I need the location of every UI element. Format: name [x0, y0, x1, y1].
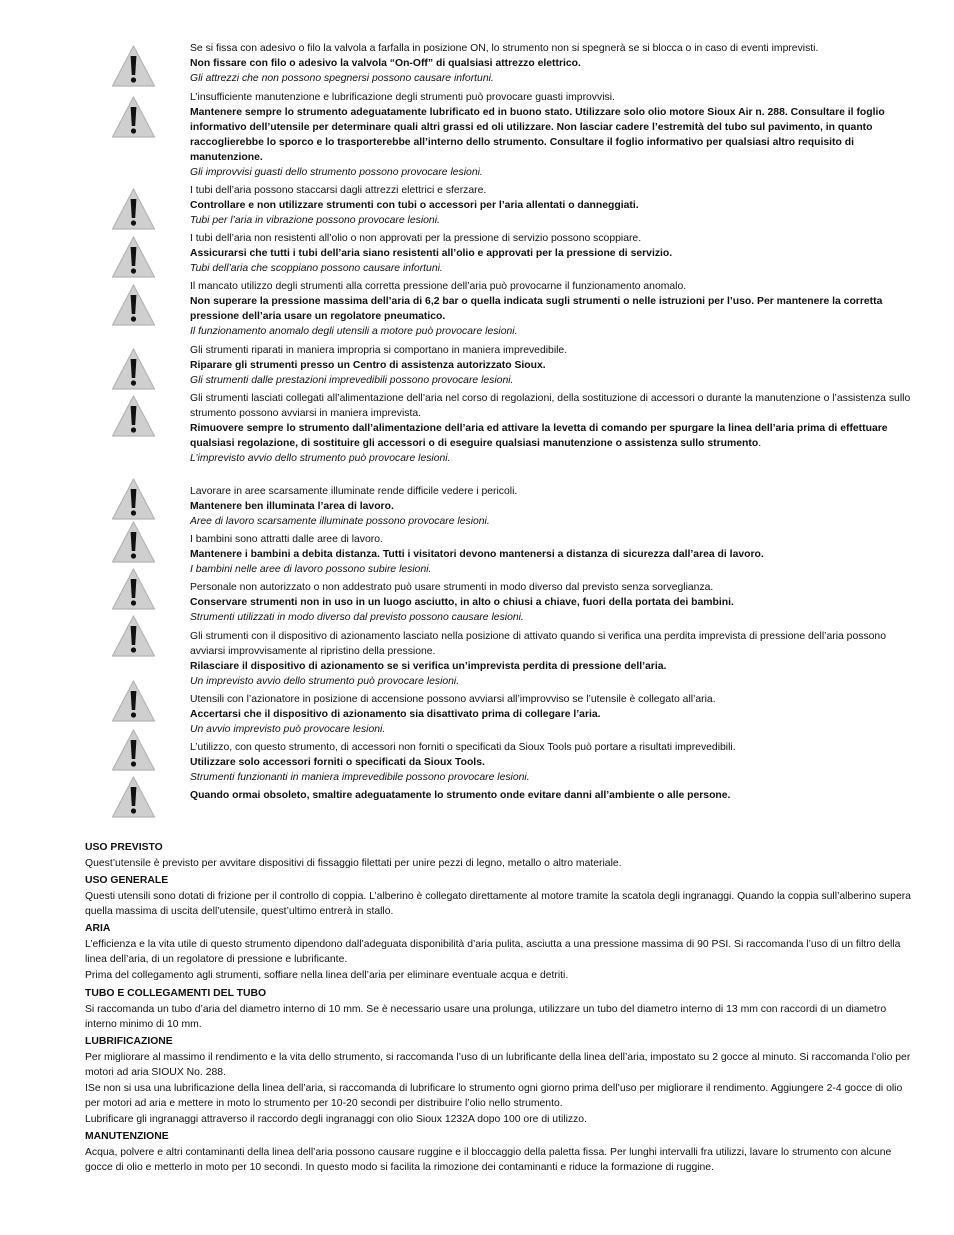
- warning-instruction: Accertarsi che il dispositivo di azionamento sia disattivato prima di collegare l’aria.: [190, 709, 601, 720]
- warning-consequence: Gli attrezzi che non possono spegnersi possono causare infortuni.: [190, 73, 494, 84]
- warning-icon: [110, 235, 157, 279]
- section-heading: TUBO E COLLEGAMENTI DEL TUBO: [85, 987, 267, 999]
- warning-text: [190, 629, 912, 689]
- section-lubrificazione: [85, 1033, 911, 1127]
- warning-icon: [110, 567, 157, 611]
- warning-text: [190, 231, 912, 276]
- warning-info: Se si fissa con adesivo o filo la valvola a farfalla in posizione ON, lo strumento non si spegnerà se si blocca o in caso di eventi imprevisti.: [190, 43, 819, 54]
- warning-icon: [110, 614, 157, 658]
- warning-text: [190, 532, 912, 577]
- warning-instruction: Quando ormai obsoleto, smaltire adeguatamente lo strumento onde evitare danni all’ambiente o alle persone.: [190, 790, 731, 801]
- section-uso-previsto: [85, 839, 911, 871]
- section-heading: LUBRIFICAZIONE: [85, 1035, 173, 1047]
- section-paragraph: Prima del collegamento agli strumenti, soffiare nella linea dell’aria per eliminare eventuale acqua e detriti.: [85, 970, 569, 982]
- warning-instruction: Controllare e non utilizzare strumenti con tubi o accessori per l’aria allentati o danneggiati.: [190, 200, 639, 211]
- warning-icon: [110, 728, 157, 772]
- warning-instruction-wrap: [190, 421, 912, 451]
- warning-info: Gli strumenti lasciati collegati all’alimentazione dell’aria nel corso di regolazioni, della sostituzione di accessori o durante la manutenzione o l’assistenza sullo strumento possono avviarsi in maniera imprevista.: [190, 393, 911, 419]
- warning-consequence: L’imprevisto avvio dello strumento può provocare lesioni.: [190, 453, 451, 464]
- warning-instruction: Rilasciare il dispositivo di azionamento se si verifica un’imprevista perdita di pressione dell’aria.: [190, 661, 667, 672]
- warning-info: Il mancato utilizzo degli strumenti alla corretta pressione dell’aria può provocarne il funzionamento anomalo.: [190, 281, 687, 292]
- warning-text: [190, 788, 912, 803]
- warning-text: [190, 580, 912, 625]
- warning-icon: [110, 187, 157, 231]
- section-uso-generale: [85, 872, 911, 919]
- warning-instruction: Mantenere ben illuminata l’area di lavoro.: [190, 501, 394, 512]
- warning-instruction: Non fissare con filo o adesivo la valvola “On-Off” di qualsiasi attrezzo elettrico.: [190, 58, 581, 69]
- warning-icon: [110, 775, 157, 819]
- warning-consequence: Gli strumenti dalle prestazioni imprevedibili possono provocare lesioni.: [190, 375, 514, 386]
- warning-text: [190, 692, 912, 737]
- warning-text: [190, 41, 912, 86]
- warning-instruction: Conservare strumenti non in uso in un luogo asciutto, in alto o chiusi a chiave, fuori della portata dei bambini.: [190, 597, 734, 608]
- warning-icon: [110, 95, 157, 139]
- warning-info: Gli strumenti riparati in maniera impropria si comportano in maniera imprevedibile.: [190, 345, 568, 356]
- section-heading: USO PREVISTO: [85, 842, 163, 853]
- section-manutenzione: [85, 1128, 911, 1175]
- section-paragraph: L’efficienza e la vita utile di questo strumento dipendono dall’adeguata disponibilità d’aria pulita, asciutta a una pressione massima di 90 PSI. Si raccomanda l’uso di un filtro della linea dell’aria, di un regolatore di pressione e lubrificante.: [85, 939, 901, 966]
- warning-icon: [110, 679, 157, 723]
- warning-text: [190, 279, 912, 339]
- warning-instruction: Riparare gli strumenti presso un Centro di assistenza autorizzato Sioux.: [190, 360, 546, 371]
- warning-text: [190, 484, 912, 529]
- warning-info: I tubi dell’aria non resistenti all’olio o non approvati per la pressione di servizio possono scoppiare.: [190, 233, 642, 244]
- section-paragraph: Quest’utensile è previsto per avvitare dispositivi di fissaggio filettati per unire pezzi di legno, metallo o altro materiale.: [85, 858, 622, 869]
- warning-icon: [110, 394, 157, 438]
- section-paragraph: Questi utensili sono dotati di frizione per il controllo di coppia. L’alberino è collegato direttamente al motore tramite la scatola degli ingranaggi. Quando la coppia sull’alberino supera quella massima di uscita dell’utensile, quest’ultimo entrerà in stallo.: [85, 891, 911, 918]
- section-heading: MANUTENZIONE: [85, 1131, 169, 1143]
- section-tubo: [85, 985, 911, 1032]
- warning-consequence: I bambini nelle aree di lavoro possono subire lesioni.: [190, 564, 432, 575]
- warning-consequence: Aree di lavoro scarsamente illuminate possono provocare lesioni.: [190, 516, 490, 527]
- warning-text: [190, 740, 912, 785]
- warning-instruction: Non superare la pressione massima dell’aria di 6,2 bar o quella indicata sugli strumenti o nelle istruzioni per l’uso. Per mantenere la corretta pressione dell’aria usare un regolatore pneumatico.: [190, 296, 883, 322]
- section-heading: USO GENERALE: [85, 875, 169, 887]
- warning-icon: [110, 283, 157, 327]
- warning-info: L’utilizzo, con questo strumento, di accessori non forniti o specificati da Sioux Tools può portare a risultati imprevedibili.: [190, 742, 736, 753]
- warning-info: Gli strumenti con il dispositivo di azionamento lasciato nella posizione di attivato quando si verifica una perdita imprevista di pressione dell’aria possono avviarsi improvvisamente al ripristino della pressione.: [190, 631, 886, 657]
- warning-instruction-tail: .: [758, 438, 762, 449]
- warning-icon: [110, 347, 157, 391]
- section-aria: [85, 920, 911, 983]
- warning-consequence: Un avvio imprevisto può provocare lesioni.: [190, 724, 386, 735]
- section-paragraph: Per migliorare al massimo il rendimento e la vita dello strumento, si raccomanda l’uso di un lubrificante della linea dell’aria, impostato su 2 gocce al minuto. Si raccomanda l’olio per motori ad aria SIOUX No. 288.: [85, 1051, 911, 1078]
- warning-text: [190, 183, 912, 228]
- section-paragraph: Si raccomanda un tubo d’aria del diametro interno di 10 mm. Se è necessario usare una prolunga, utilizzare un tubo del diametro interno di 13 mm con raccordi di un diametro interno minimo di 10 mm.: [85, 1003, 887, 1030]
- warning-consequence: Gli improvvisi guasti dello strumento possono provocare lesioni.: [190, 167, 483, 178]
- warning-info: I tubi dell’aria possono staccarsi dagli attrezzi elettrici e sferzare.: [190, 185, 487, 196]
- warning-instruction: Mantenere sempre lo strumento adeguatamente lubrificato ed in buono stato. Utilizzare solo olio motore Sioux Air n. 288. Consultare il foglio informativo dell’utensile per determinare quali altri grassi ed oli utilizzare. Non lasciar cadere l’estremità del tubo sul pavimento, in quanto raccoglierebbe lo sporco e lo trasporterebbe all’interno dello strumento. Consultare il foglio informativo per qualsiasi altro requisito di manutenzione.: [190, 107, 885, 163]
- warning-info: L’insufficiente manutenzione e lubrificazione degli strumenti può provocare guasti improvvisi.: [190, 92, 615, 103]
- section-paragraph: ISe non si usa una lubrificazione della linea dell’aria, si raccomanda di lubrificare lo strumento ogni giorno prima dell’uso per migliorare il rendimento. Aggiungere 2-4 gocce di olio per motori ad aria e mettere in moto lo strumento per 10-20 secondi per distribuire l’olio nello strumento.: [85, 1082, 903, 1110]
- section-heading: ARIA: [85, 923, 111, 935]
- warning-consequence: Il funzionamento anomalo degli utensili a motore può provocare lesioni.: [190, 326, 518, 337]
- warning-info: Personale non autorizzato o non addestrato può usare strumenti in modo diverso dal previsto senza sorveglianza.: [190, 582, 714, 593]
- warning-instruction: Mantenere i bambini a debita distanza. Tutti i visitatori devono mantenersi a distanza di sicurezza dall’area di lavoro.: [190, 549, 764, 560]
- warning-consequence: Tubi dell’aria che scoppiano possono causare infortuni.: [190, 263, 443, 274]
- warning-icon: [110, 44, 157, 88]
- warning-info: Lavorare in aree scarsamente illuminate rende difficile vedere i pericoli.: [190, 486, 518, 497]
- info-sections: [85, 839, 911, 1176]
- warning-consequence: Strumenti funzionanti in maniera imprevedibile possono provocare lesioni.: [190, 772, 530, 783]
- warning-instruction: Rimuovere sempre lo strumento dall’alimentazione dell’aria ed attivare la levetta di comando per spurgare la linea dell’aria prima di effettuare qualsiasi regolazione, di sostituire gli accessori o di eseguire qualsiasi manutenzione o assistenza sullo strumento: [190, 423, 888, 449]
- warning-instruction: Assicurarsi che tutti i tubi dell’aria siano resistenti all’olio e approvati per la pressione di servizio.: [190, 248, 673, 259]
- section-paragraph: Acqua, polvere e altri contaminanti della linea dell’aria possono causare ruggine e il bloccaggio della paletta fissa. Per lunghi intervalli fra utilizzi, lavare lo strumento con alcune gocce di olio e metterlo in moto per 10 secondi. In questo modo si facilita la rimozione dei contaminanti e riduce la formazione di ruggine.: [85, 1147, 892, 1174]
- warning-icon: [110, 520, 157, 564]
- warning-text: [190, 343, 912, 388]
- warning-consequence: Tubi per l’aria in vibrazione possono provocare lesioni.: [190, 215, 440, 226]
- warning-consequence: Strumenti utilizzati in modo diverso dal previsto possono causare lesioni.: [190, 612, 524, 623]
- warning-info: I bambini sono attratti dalle aree di lavoro.: [190, 534, 383, 545]
- warning-consequence: Un imprevisto avvio dello strumento può provocare lesioni.: [190, 676, 460, 687]
- warning-icon: [110, 477, 157, 521]
- warning-info: Utensili con l’azionatore in posizione di accensione possono avviarsi all’improvviso se l’utensile è collegato all’aria.: [190, 694, 716, 705]
- warning-text: [190, 391, 912, 466]
- section-paragraph: Lubrificare gli ingranaggi attraverso il raccordo degli ingranaggi con olio Sioux 1232A dopo 100 ore di utilizzo.: [85, 1114, 587, 1126]
- warning-instruction: Utilizzare solo accessori forniti o specificati da Sioux Tools.: [190, 757, 485, 768]
- warning-text: [190, 90, 912, 180]
